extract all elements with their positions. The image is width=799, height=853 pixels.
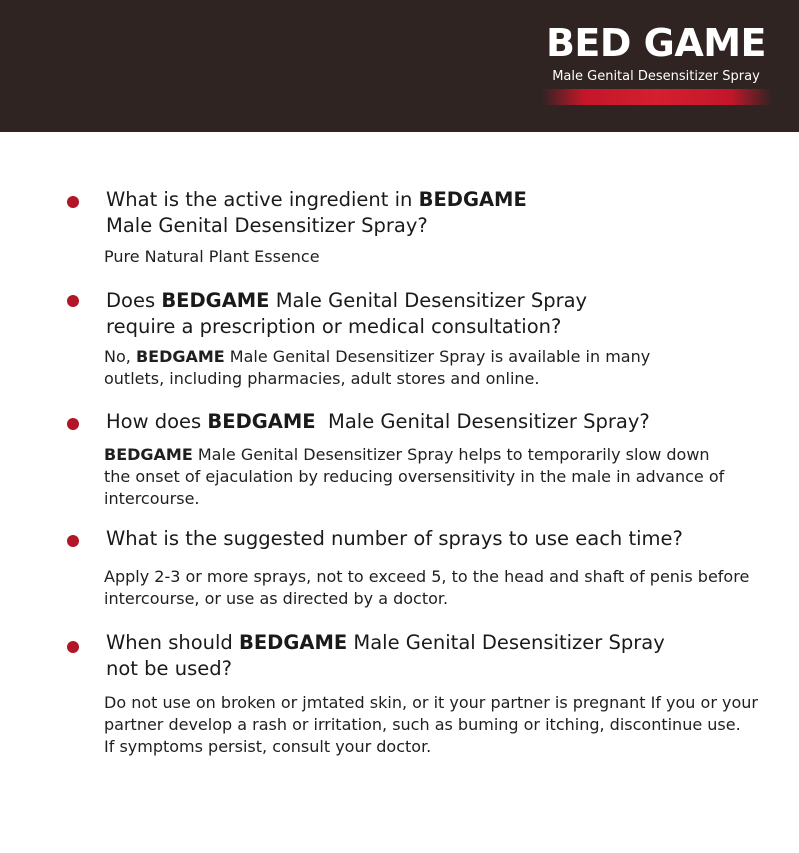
text-run: No, <box>104 347 136 366</box>
text-line <box>106 656 665 682</box>
brand-name-emphasis: BEDGAME <box>161 289 270 312</box>
faq-question <box>106 526 683 552</box>
faq-question <box>106 630 665 682</box>
brand-logo-title: BED GAME <box>545 21 767 65</box>
header-banner <box>0 0 799 132</box>
faq-answer <box>104 692 758 758</box>
text-line <box>106 288 587 314</box>
text-line <box>104 466 724 488</box>
bullet-dot-icon <box>67 641 79 653</box>
text-line <box>104 246 320 268</box>
text-run: What is the active ingredient in <box>106 188 419 211</box>
text-line <box>104 736 758 758</box>
text-line <box>104 368 650 390</box>
text-run: Male Genital Desensitizer Spray is available in many <box>224 347 651 366</box>
text-line <box>106 187 527 213</box>
text-line <box>104 588 749 610</box>
faq-question <box>106 288 587 340</box>
faq-answer <box>104 246 320 268</box>
text-run: outlets, including pharmacies, adult stores and online. <box>104 369 540 388</box>
text-line <box>106 314 587 340</box>
text-run: Does <box>106 289 162 312</box>
text-line <box>106 409 650 435</box>
text-run: How does <box>106 410 208 433</box>
faq-answer <box>104 566 749 610</box>
text-run: the onset of ejaculation by reducing oversensitivity in the male in advance of <box>104 467 725 486</box>
text-run: Male Genital Desensitizer Spray <box>347 631 665 654</box>
faq-answer <box>104 346 650 390</box>
brand-name-emphasis: BEDGAME <box>207 410 316 433</box>
faq-question <box>106 409 650 435</box>
brand-accent-bar <box>542 89 772 105</box>
text-line <box>104 692 758 714</box>
text-run: Apply 2-3 or more sprays, not to exceed 5, to the head and shaft of penis before <box>104 567 750 586</box>
brand-name-emphasis: BEDGAME <box>104 445 193 464</box>
text-run: not be used? <box>106 657 232 680</box>
text-line <box>104 488 724 510</box>
text-line <box>106 213 527 239</box>
text-line <box>104 566 749 588</box>
text-run: Male Genital Desensitizer Spray <box>269 289 588 312</box>
brand-name-emphasis: BEDGAME <box>135 347 225 366</box>
text-run: partner develop a rash or irritation, such as buming or itching, discontinue use. <box>104 715 741 734</box>
bullet-dot-icon <box>67 295 79 307</box>
text-run: require a prescription or medical consultation? <box>106 315 562 338</box>
text-run: Male Genital Desensitizer Spray helps to temporarily slow down <box>192 445 710 464</box>
bullet-dot-icon <box>67 535 79 547</box>
text-line <box>104 714 758 736</box>
text-line <box>106 526 683 552</box>
text-run: If symptoms persist, consult your doctor. <box>104 737 432 756</box>
text-line <box>104 346 650 368</box>
bullet-dot-icon <box>67 418 79 430</box>
text-run: Male Genital Desensitizer Spray? <box>315 410 650 433</box>
text-run: Male Genital Desensitizer Spray? <box>106 214 428 237</box>
brand-subtitle: Male Genital Desensitizer Spray <box>552 69 760 84</box>
text-run: intercourse. <box>104 489 200 508</box>
bullet-dot-icon <box>67 196 79 208</box>
text-line <box>104 444 724 466</box>
brand-name-emphasis: BEDGAME <box>418 188 527 211</box>
text-run: Do not use on broken or jmtated skin, or it your partner is pregnant If you or your <box>104 693 758 712</box>
faq-answer <box>104 444 724 510</box>
faq-question <box>106 187 527 239</box>
text-run: Pure Natural Plant Essence <box>104 247 320 266</box>
text-run: When should <box>106 631 239 654</box>
brand-name-emphasis: BEDGAME <box>239 631 348 654</box>
text-run: intercourse, or use as directed by a doctor. <box>104 589 449 608</box>
text-run: What is the suggested number of sprays to use each time? <box>106 527 683 550</box>
text-line <box>106 630 665 656</box>
